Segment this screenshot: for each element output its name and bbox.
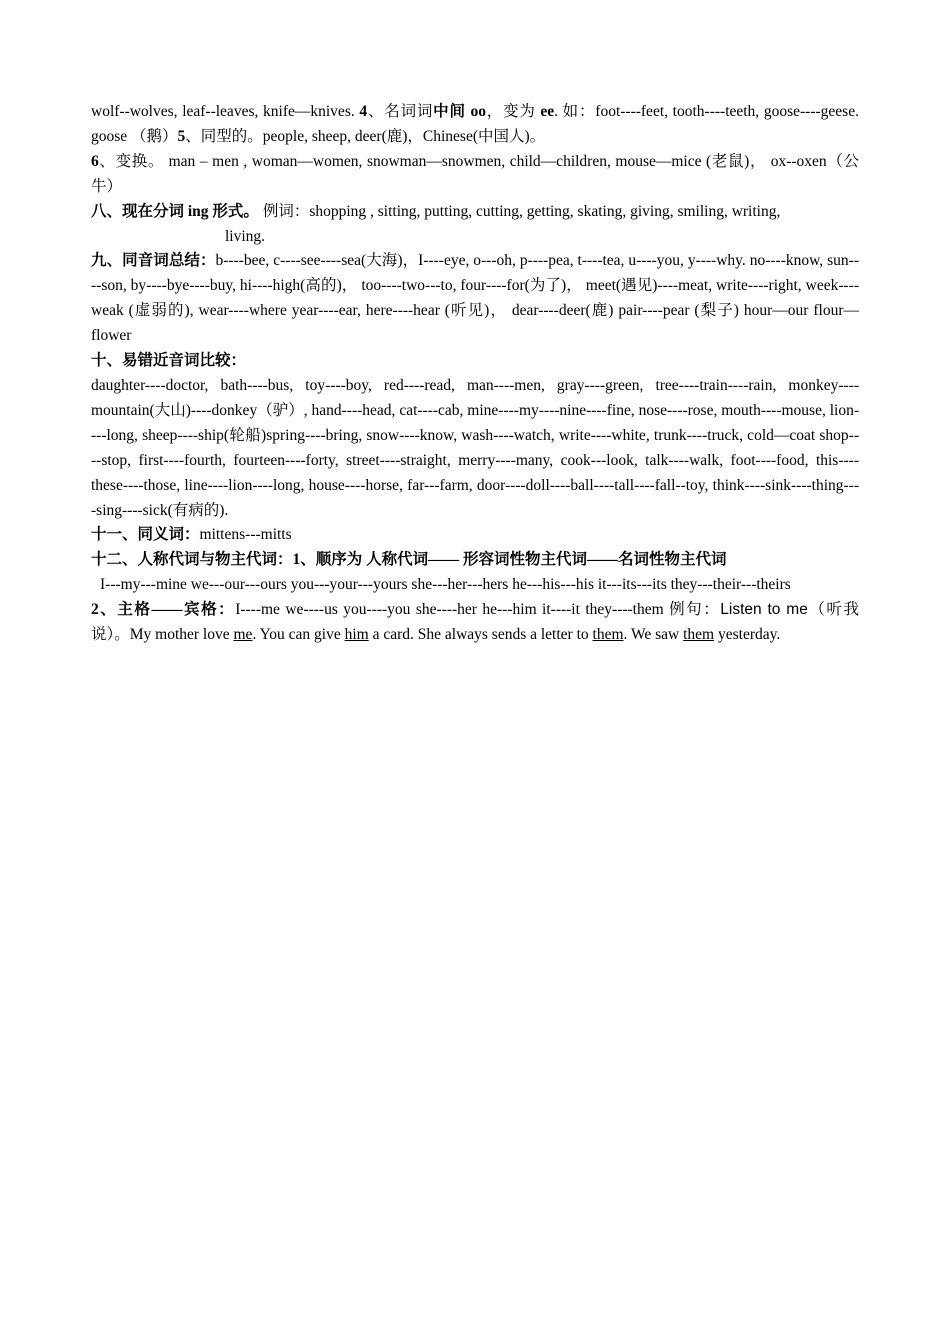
text: living. [225,227,266,245]
section-pronouns-list [91,573,859,598]
section-synonyms [91,523,859,548]
text: ee [540,103,555,120]
text: 、名词词 [367,103,434,120]
text: I----me we----us you----you she----her he---him it----it they----them [235,601,670,619]
section-present-participle [91,200,859,225]
text: 5 [177,127,186,145]
section-similar-words-heading [91,349,859,374]
text: . You can give [252,626,345,644]
section-pronouns-heading [91,548,859,573]
paragraph-plural-rules [91,100,859,150]
text: . 如：foot----feet, tooth----teeth, goose----geese. goose （鹅） [91,103,859,145]
text: . We saw [623,626,684,644]
text: 中间 oo [433,103,486,120]
text: mittens---mitts [199,526,292,544]
paragraph-irregular-plurals [91,150,859,200]
section-heading: 八、现在分词 ing 形式。 [91,202,259,220]
underlined-word: them [683,626,715,644]
underlined-word: them [592,626,624,644]
text: a card. She always sends a letter to [368,626,593,644]
section-heading: 十二、人称代词与物主代词：1、顺序为 人称代词—— 形容词性物主代词——名词性物主代词 [91,551,727,569]
text: （听我说）。My mother love [91,601,859,644]
text: 4 [359,103,368,120]
text: b----bee, c----see----sea(大海)，I----eye, o---oh, p----pea, t----tea, u----you, y----why. no----know, sun----son, by----bye----buy, hi----high(高的)， too----two---to, four----for(为了)， meet(遇见)----meat, write----right, week----weak (虚弱的), wear----where year----ear, here----hear (听见)， dear----deer(鹿) pair----pear (梨子) hour—our flour—flower [91,252,859,345]
text: 例词：shopping , sitting, putting, cutting, getting, skating, giving, smiling, writing, [258,202,781,220]
underlined-word: him [344,626,369,644]
text: 、同型的。people, sheep, deer(鹿)，Chinese(中国人)。 [185,127,546,145]
section-heading: 十一、同义词： [91,526,200,544]
text: 2 [91,601,99,619]
section-homophones [91,249,859,349]
section-heading: 、主格——宾格： [98,601,236,619]
text: yesterday. [714,626,781,644]
section-similar-words [91,374,859,523]
underlined-word: me [233,626,253,644]
section-subject-object [91,598,859,648]
text: 6 [91,152,99,170]
text: daughter----doctor, bath----bus, toy----boy, red----read, man----men, gray----green, tree----train----rain, monkey----mountain(大山)----donkey（驴）, hand----head, cat----cab, mine----my----nine----fine, nose----rose, mouth----mouse, lion----long, sheep----ship(轮船)spring----bring, snow----know, wash----watch, write----white, trunk----truck, cold—coat shop----stop, first----fourth, fourteen----forty, street----straight, merry----many, cook---look, talk----walk, foot----food, this----these----those, line----lion----long, house----horse, far---farm, door----doll----ball----tall----fall--toy, think----sink----thing----sing----sick(有病的). [91,376,859,519]
section-present-participle-cont [91,225,859,250]
text: 、变换。 man – men , woman—women, snowman—snowmen, child—children, mouse—mice (老鼠)， ox--oxen（公牛） [91,152,859,195]
section-heading: 九、同音词总结： [91,252,216,270]
example-label: 例句：Listen to me [669,601,808,619]
text: ，变为 [485,103,541,120]
section-heading: 十、易错近音词比较： [91,352,247,370]
text: I---my---mine we---our---ours you---your---yours she---her---hers he---his---his it---its---its they---their---theirs [100,576,791,594]
text: wolf--wolves, leaf--leaves, knife—knives. [91,103,360,120]
document-body [91,100,859,648]
